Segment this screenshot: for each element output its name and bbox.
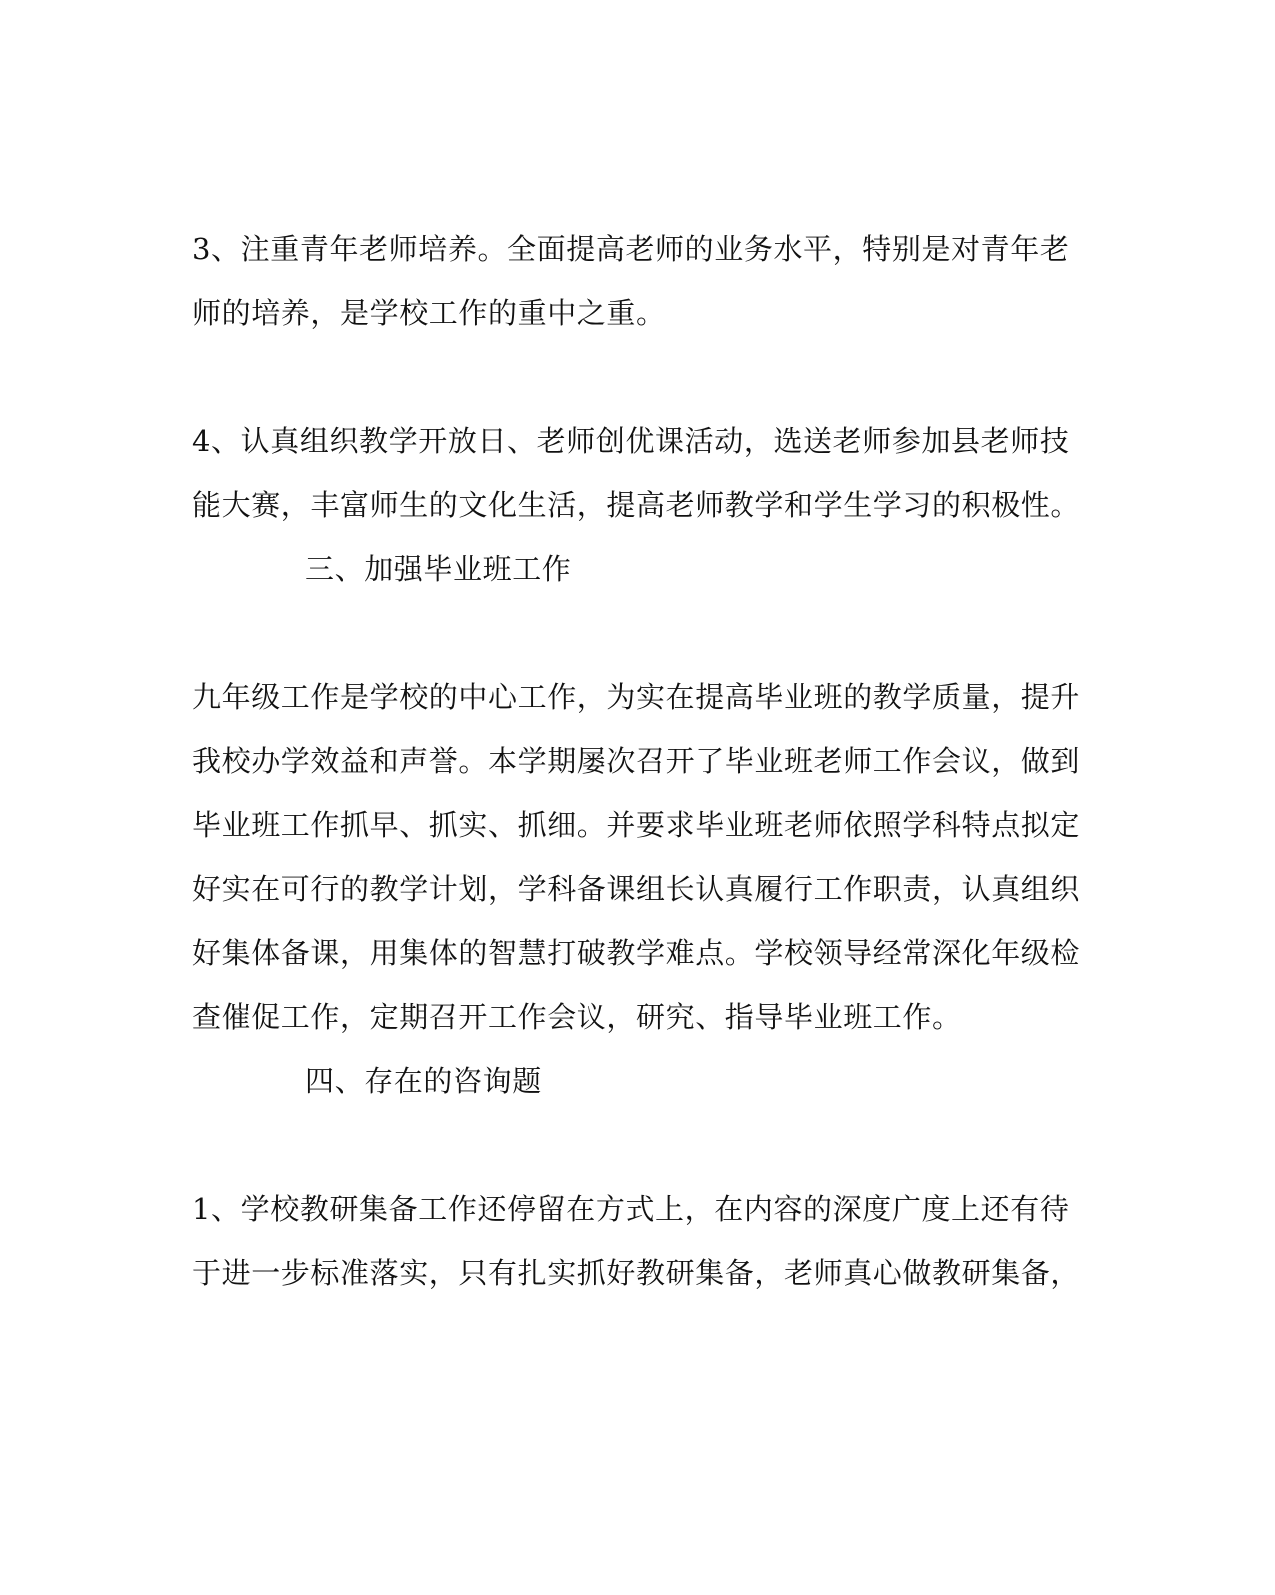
grade9-paragraph-line-6: 查催促工作，定期召开工作会议，研究、指导毕业班工作。	[192, 1000, 962, 1034]
grade9-paragraph-line-5: 好集体备课，用集体的智慧打破教学难点。学校领导经常深化年级检	[192, 936, 1081, 970]
grade9-paragraph-line-2: 我校办学效益和声誉。本学期屡次召开了毕业班老师工作会议，做到	[192, 744, 1081, 778]
section-heading-4: 四、存在的咨询题	[305, 1064, 542, 1098]
issue-1-line-1: 1、学校教研集备工作还停留在方式上，在内容的深度广度上还有待	[192, 1192, 1070, 1226]
section-heading-3: 三、加强毕业班工作	[305, 552, 572, 586]
paragraph-4-line-1: 4、认真组织教学开放日、老师创优课活动，选送老师参加县老师技	[192, 424, 1070, 458]
grade9-paragraph-line-4: 好实在可行的教学计划，学科备课组长认真履行工作职责，认真组织	[192, 872, 1081, 906]
paragraph-3-line-2: 师的培养，是学校工作的重中之重。	[192, 296, 666, 330]
issue-1-line-2: 于进一步标准落实，只有扎实抓好教研集备，老师真心做教研集备，	[192, 1256, 1081, 1290]
grade9-paragraph-line-1: 九年级工作是学校的中心工作，为实在提高毕业班的教学质量，提升	[192, 680, 1081, 714]
grade9-paragraph-line-3: 毕业班工作抓早、抓实、抓细。并要求毕业班老师依照学科特点拟定	[192, 808, 1081, 842]
paragraph-4-line-2: 能大赛，丰富师生的文化生活，提高老师教学和学生学习的积极性。	[192, 488, 1081, 522]
paragraph-3-line-1: 3、注重青年老师培养。全面提高老师的业务水平，特别是对青年老	[192, 232, 1070, 266]
